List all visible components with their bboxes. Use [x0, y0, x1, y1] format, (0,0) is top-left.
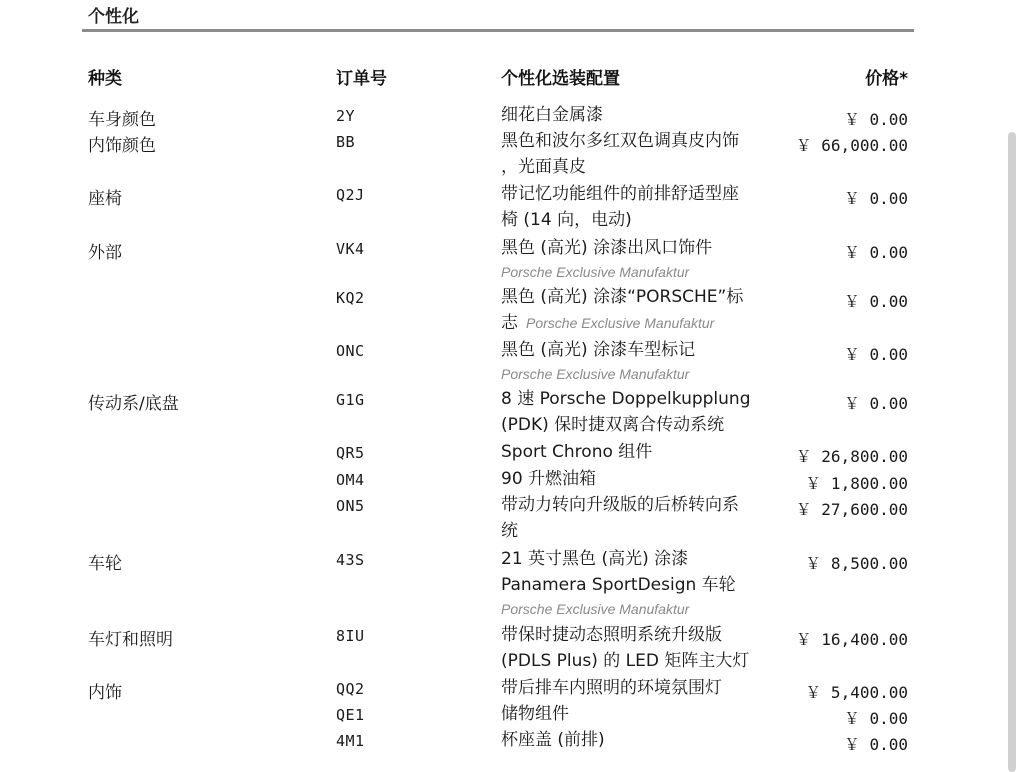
row-code: G1G: [336, 391, 365, 409]
row-price: ￥ 66,000.00: [795, 136, 908, 155]
row-price: ￥ 1,800.00: [805, 474, 908, 493]
row-option: [501, 181, 739, 233]
option-line: 储物组件: [501, 704, 569, 724]
row-option: [501, 284, 743, 336]
option-line: 黑色 (高光) 涂漆出风口饰件: [501, 238, 713, 258]
option-line: 黑色 (高光) 涂漆车型标记: [501, 340, 696, 360]
row-category: 外部: [88, 243, 122, 263]
row-option: [501, 386, 751, 438]
row-price: ￥ 5,400.00: [805, 683, 908, 702]
row-code: ON5: [336, 497, 365, 515]
brand-label: Porsche Exclusive Manufaktur: [526, 315, 715, 331]
row-category: 传动系/底盘: [88, 394, 179, 414]
row-price: ￥ 0.00: [843, 243, 908, 262]
row-code: OM4: [336, 471, 365, 489]
row-code: 43S: [336, 551, 365, 569]
row-option: [501, 466, 596, 492]
row-price: ￥ 0.00: [843, 735, 908, 754]
row-price: ￥ 0.00: [843, 345, 908, 364]
row-category: 内饰颜色: [88, 136, 156, 156]
option-line: 带后排车内照明的环境氛围灯: [501, 678, 722, 698]
row-code: 4M1: [336, 732, 365, 750]
row-category: 车身颜色: [88, 110, 156, 130]
row-price: ￥ 26,800.00: [795, 447, 908, 466]
row-code: 8IU: [336, 627, 365, 645]
option-line: Panamera SportDesign 车轮: [501, 575, 736, 595]
scrollbar[interactable]: [1008, 132, 1016, 772]
option-line: 椅 (14 向，电动): [501, 210, 632, 230]
header-price: 价格*: [865, 69, 908, 89]
row-option: [501, 546, 736, 620]
row-code: 2Y: [336, 107, 356, 125]
brand-label: Porsche Exclusive Manufaktur: [501, 264, 690, 280]
option-line: (PDLS Plus) 的 LED 矩阵主大灯: [501, 651, 750, 671]
row-option: [501, 675, 722, 701]
row-option: [501, 701, 569, 727]
title-divider: [82, 29, 914, 32]
section-title: 个性化: [88, 7, 139, 27]
row-option: [501, 235, 712, 283]
row-price: ￥ 0.00: [843, 709, 908, 728]
header-option: 个性化选装配置: [501, 69, 620, 89]
option-line: 90 升燃油箱: [501, 469, 597, 489]
row-price: ￥ 0.00: [843, 189, 908, 208]
option-line: 统: [501, 521, 518, 541]
row-category: 车轮: [88, 554, 122, 574]
row-code: QE1: [336, 706, 365, 724]
row-price: ￥ 27,600.00: [795, 500, 908, 519]
option-line: 志: [501, 313, 518, 333]
option-line: (PDK) 保时捷双离合传动系统: [501, 415, 725, 435]
row-option: [501, 337, 695, 385]
row-code: VK4: [336, 240, 365, 258]
row-code: KQ2: [336, 289, 365, 307]
row-option: [501, 439, 652, 465]
header-code: 订单号: [336, 69, 387, 89]
row-category: 内饰: [88, 683, 122, 703]
row-category: 车灯和照明: [88, 630, 173, 650]
row-category: 座椅: [88, 189, 122, 209]
option-line: 黑色和波尔多红双色调真皮内饰: [501, 131, 739, 151]
option-line: 杯座盖 (前排): [501, 730, 605, 750]
option-line: 带记忆功能组件的前排舒适型座: [501, 184, 739, 204]
row-price: ￥ 16,400.00: [795, 630, 908, 649]
brand-label: Porsche Exclusive Manufaktur: [501, 601, 690, 617]
option-line: 8 速 Porsche Doppelkupplung: [501, 389, 751, 409]
row-option: [501, 622, 749, 674]
row-option: [501, 128, 739, 180]
row-price: ￥ 0.00: [843, 292, 908, 311]
row-option: [501, 102, 603, 128]
row-option: [501, 727, 605, 753]
row-price: ￥ 0.00: [843, 394, 908, 413]
row-code: ONC: [336, 342, 365, 360]
option-line: 带保时捷动态照明系统升级版: [501, 625, 722, 645]
row-code: Q2J: [336, 186, 365, 204]
option-line: 带动力转向升级版的后桥转向系: [501, 495, 739, 515]
header-category: 种类: [88, 69, 122, 89]
option-line: ，光面真皮: [501, 157, 586, 177]
row-price: ￥ 8,500.00: [805, 554, 908, 573]
option-line: 细花白金属漆: [501, 105, 603, 125]
option-line: 黑色 (高光) 涂漆“PORSCHE”标: [501, 287, 744, 307]
row-option: [501, 492, 739, 544]
brand-label: Porsche Exclusive Manufaktur: [501, 366, 690, 382]
row-code: BB: [336, 133, 356, 151]
option-line: 21 英寸黑色 (高光) 涂漆: [501, 549, 689, 569]
row-code: QQ2: [336, 680, 365, 698]
row-price: ￥ 0.00: [843, 110, 908, 129]
option-line: Sport Chrono 组件: [501, 442, 653, 462]
row-code: QR5: [336, 444, 365, 462]
